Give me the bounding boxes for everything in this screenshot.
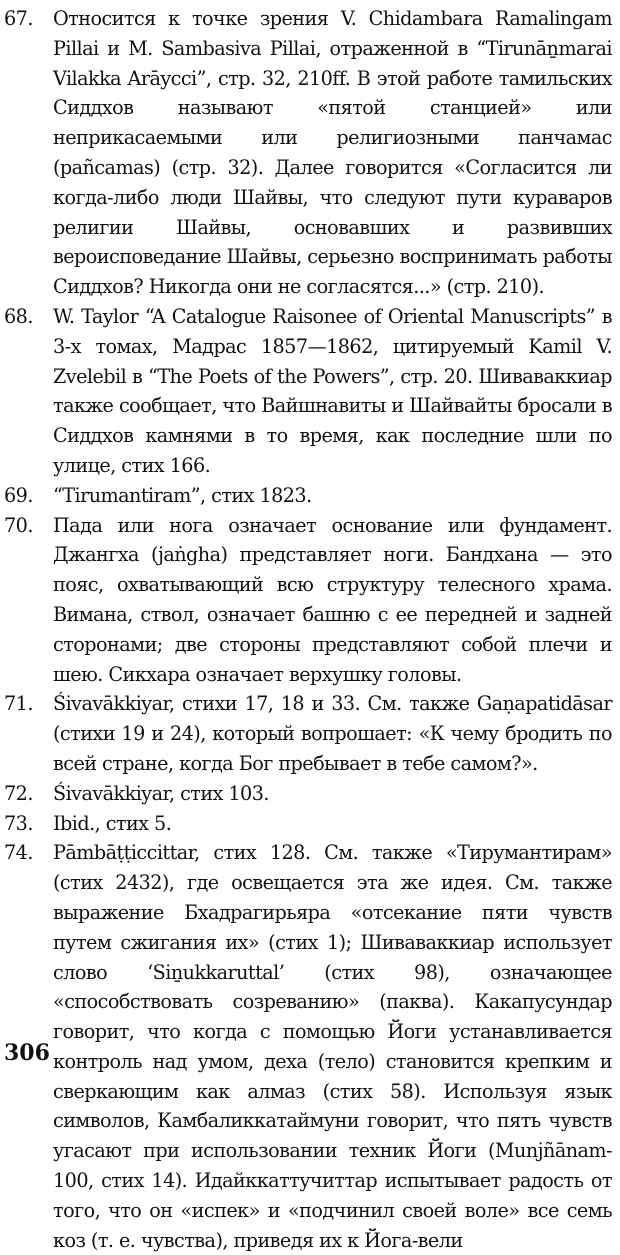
footnote-text: Śivavākkiyar, стихи 17, 18 и 33. См. также Gaṇapatidāsar (стихи 19 и 24), который вопрошает: «К чему бродить по всей стране, когда Бог пребывает в тебе самом?». <box>53 692 612 775</box>
footnote-72 <box>4 779 612 809</box>
footnote-number: 69. <box>4 483 33 507</box>
footnote-number: 67. <box>4 7 33 30</box>
footnote-70 <box>4 511 612 690</box>
footnote-number: 74. <box>4 841 33 865</box>
page-number: 306 <box>4 1040 50 1066</box>
footnote-text: Относится к точке зрения V. Chidambara Ramalingam Pillai и M. Sambasiva Pillai, отраженной в “Tirunāṉmarai Vilakka Arāyccі”, стр. 32, 210ff. В этой работе тамильских Сиддхов называют «пятой станцией» или неприкасаемыми или религиозными панчамас (pañcamas) (стр. 32). Далее говорится «Согласится ли когда-либо люди Шайвы, что следуют пути куравaров религии Шайвы, основавших и развивших вероисповедание Шайвы, серьезно воспринимать работы Сиддхов? Никогда они не согласятся...» (стр. 210). <box>53 7 612 299</box>
footnote-73 <box>4 809 612 839</box>
footnote-text: Ibid., стих 5. <box>53 811 172 835</box>
footnote-text: Śivavākkiyar, стих 103. <box>53 781 269 805</box>
footnotes-list <box>4 4 612 1255</box>
footnote-69 <box>4 481 612 511</box>
footnote-71 <box>4 689 612 778</box>
footnote-text: Пада или нога означает основание или фундамент. Джангха (jaṅgha) представляет ноги. Бандхана — это пояс, охватывающий всю структуру телесного храма. Вимана, ствол, означает башню с ее передней и задней сторонами; две стороны представляют собой плечи и шею. Сикхара означает верхушку головы. <box>53 513 612 686</box>
footnote-number: 73. <box>4 811 33 835</box>
footnote-text: Pāmbāṭṭiccittar, стих 128. См. также «Тирумантирам» (стих 2432), где освещается эта же идея. См. также выражение Бхадрагирьяра «отсекание пяти чувств путем сжигания их» (стих 1); Шивавaккиар использует слово ‘Siṉukkaruttal’ (стих 98), означающее «способствовать созреванию» (паква). Какапусундар говорит, что когда с помощью Йоги устанавливается контроль над умом, деха (тело) становится крепким и сверкающим как алмаз (стих 58). Используя язык символов, Камбаликкатаймуни говорит, что пять чувств угасают при использовании техник Йоги (Munjñānam-100, стих 14). Идайккаттучиттар испытывает радость от того, что он «испек» и «подчинил своей воле» все семь коз (т. е. чувства), приведя их к Йога-вели <box>53 841 612 1252</box>
footnote-68 <box>4 302 612 481</box>
footnote-number: 71. <box>4 692 33 716</box>
footnote-number: 72. <box>4 781 33 805</box>
footnote-67 <box>4 4 612 302</box>
footnote-number: 70. <box>4 513 33 537</box>
footnote-text: “Tirumantiram”, стих 1823. <box>53 483 312 507</box>
footnote-text: W. Taylor “A Catalogue Raisonee of Oriental Manuscripts” в 3-х томах, Мадрас 1857—1862, цитируемый Kamil V. Zvelebil в “The Poets of the Powers”, стр. 20. Шивавaккиар также сообщает, что Вайшнавиты и Шайвайты бросали в Сиддхов камнями в то время, как последние шли по улице, стих 166. <box>53 304 612 477</box>
footnote-74 <box>4 838 612 1255</box>
footnote-number: 68. <box>4 304 33 328</box>
